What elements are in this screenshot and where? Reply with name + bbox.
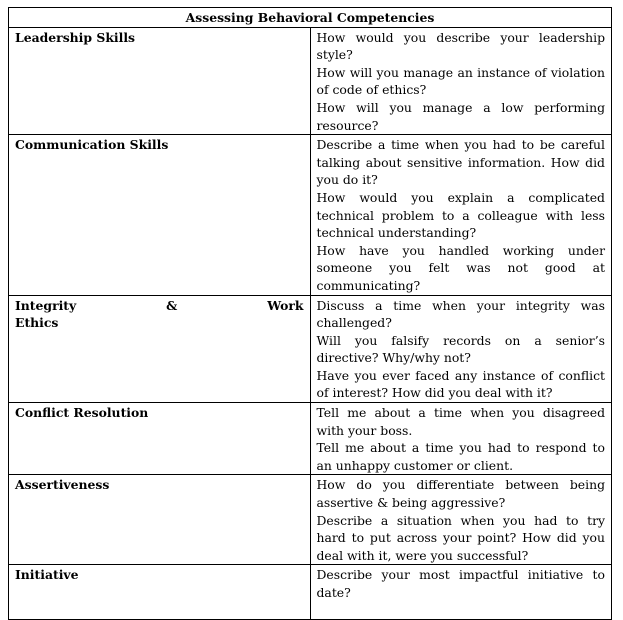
question: How will you manage an instance of violation of code of ethics? — [316, 64, 605, 98]
questions-assertiveness — [310, 475, 612, 565]
category-word: & — [166, 297, 178, 313]
question: Discuss a time when your integrity was challenged? — [316, 297, 605, 331]
table-row-communication — [9, 135, 612, 295]
question: Describe a time when you had to be careful talking about sensitive information. How did you do it? — [316, 137, 605, 188]
question: Will you falsify records on a senior’s directive? Why/why not? — [316, 332, 605, 366]
category-leadership-skills: Leadership Skills — [9, 27, 311, 135]
category-communication-skills: Communication Skills — [9, 135, 311, 295]
questions-communication-skills — [310, 135, 612, 295]
category-line-2: Ethics — [15, 315, 59, 331]
competency-document — [8, 7, 612, 620]
questions-integrity-work-ethics — [310, 295, 612, 403]
category-word: Work — [267, 297, 304, 313]
question: Have you ever faced any instance of conflict of interest? How did you deal with it? — [316, 367, 605, 401]
category-conflict-resolution: Conflict Resolution — [9, 403, 311, 475]
table-row-initiative — [9, 565, 612, 620]
question: How would you describe your leadership style? — [316, 29, 605, 63]
question: How have you handled working under someone you felt was not good at communicating? — [316, 242, 605, 293]
question: How do you differentiate between being assertive & being aggressive? — [316, 477, 605, 511]
question: How will you manage a low performing resource? — [316, 99, 605, 133]
question: How would you explain a complicated technical problem to a colleague with less technical understanding? — [316, 189, 605, 241]
question: Describe a situation when you had to try hard to put across your point? How did you deal with it, were you successful? — [316, 512, 605, 563]
table-row-leadership — [9, 27, 612, 135]
table-row-integrity — [9, 295, 612, 403]
title-row — [9, 8, 612, 28]
question: Tell me about a time you had to respond to an unhappy customer or client. — [316, 440, 605, 473]
category-line-1 — [15, 297, 304, 315]
table-row-conflict — [9, 403, 612, 475]
question: Describe your most impactful initiative to date? — [316, 567, 605, 600]
category-assertiveness: Assertiveness — [9, 475, 311, 565]
questions-initiative — [310, 565, 612, 620]
category-word: Integrity — [15, 297, 77, 313]
questions-conflict-resolution — [310, 403, 612, 475]
competency-table — [8, 7, 612, 620]
table-title: Assessing Behavioral Competencies — [9, 8, 612, 28]
category-initiative: Initiative — [9, 565, 311, 620]
questions-leadership-skills — [310, 27, 612, 135]
category-integrity-work-ethics — [9, 295, 311, 403]
question: Tell me about a time when you disagreed with your boss. — [316, 405, 605, 438]
table-row-assertiveness — [9, 475, 612, 565]
